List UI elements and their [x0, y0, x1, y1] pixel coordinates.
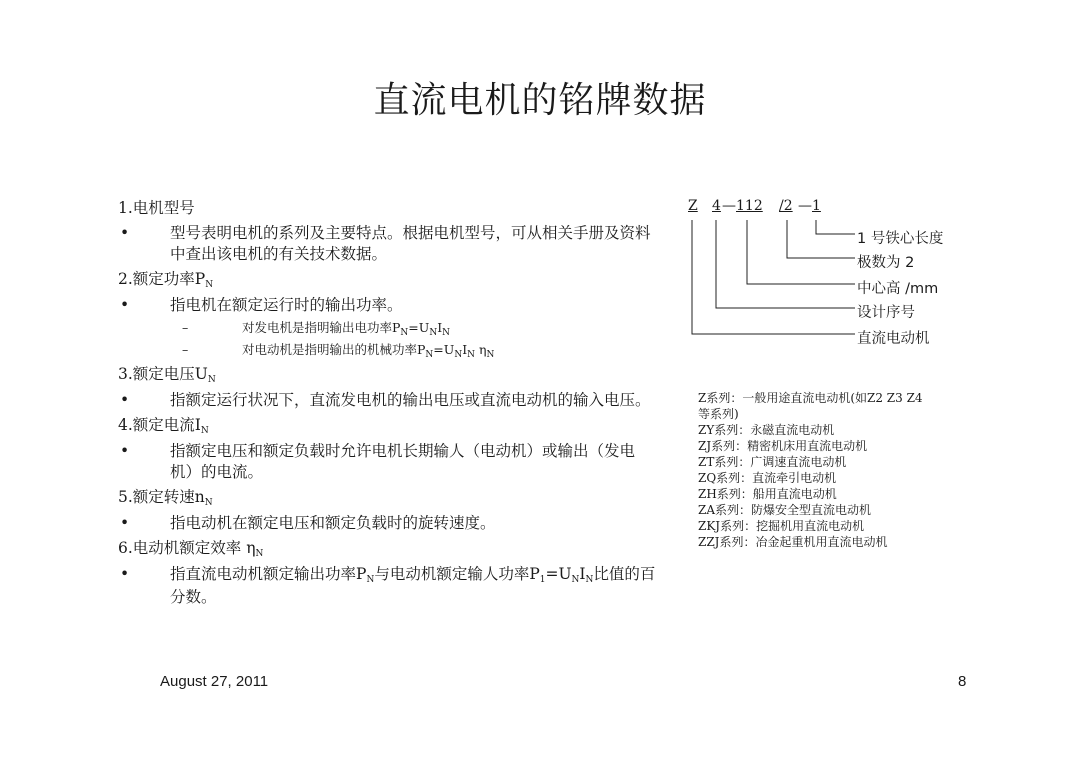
series-item: ZY系列：永磁直流电动机 — [698, 423, 835, 437]
section-heading-5: 5.额定转速$n_N$ — [118, 488, 213, 509]
section-bullet-3 — [118, 390, 658, 411]
leader-lines — [685, 198, 985, 358]
code-part-core: 1 — [812, 198, 821, 214]
label-poles: 极数为 2 — [857, 255, 915, 271]
section-heading-4: 4.额定电流$I_N$ — [118, 416, 209, 437]
section-bullet-1 — [118, 223, 658, 265]
code-part-series: Z — [688, 198, 698, 214]
series-list — [698, 390, 938, 550]
series-item: ZKJ系列：挖掘机用直流电动机 — [698, 519, 865, 533]
label-design-number: 设计序号 — [857, 305, 915, 321]
series-item: ZQ系列：直流牵引电动机 — [698, 471, 837, 485]
bullet-dot: • — [120, 223, 130, 242]
section-bullet-4 — [118, 441, 658, 483]
content-body — [118, 198, 658, 611]
section-heading-1: 1.电机型号 — [118, 199, 195, 217]
bullet-dot: • — [120, 442, 130, 461]
model-code-diagram — [685, 198, 985, 358]
bullet-text: 指电动机在额定电压和额定负载时的旋转速度。 — [170, 514, 496, 533]
bullet-text: 指额定运行状况下，直流发电机的输出电压或直流电动机的输入电压。 — [170, 391, 651, 410]
bullet-dot: • — [120, 514, 130, 533]
leader-line-design — [716, 220, 855, 308]
section-bullet-6: • 指直流电动机额定输出功率$P_N$与电动机额定输人功率$P_1=U_NI_N$比值的百分数。 — [120, 565, 656, 606]
series-item: ZT系列：广调速直流电动机 — [698, 455, 847, 469]
series-item: Z系列：一般用途直流电动机(如Z2 Z3 Z4 等系列) — [698, 391, 923, 421]
leader-line-height — [747, 220, 855, 284]
series-item: ZJ系列：精密机床用直流电动机 — [698, 439, 868, 453]
label-center-height: 中心高 /mm — [857, 281, 939, 297]
sub-bullet-generator: – 对发电机是指明输出电功率$P_N=U_NI_N$ — [182, 319, 451, 338]
footer-date: August 27, 2011 — [160, 673, 269, 690]
series-item: ZH系列：船用直流电动机 — [698, 487, 837, 501]
code-dash: — — [798, 198, 812, 214]
slide-title: 直流电机的铭牌数据 — [373, 80, 707, 121]
section-heading-2: 2.额定功率$P_N$ — [118, 269, 214, 290]
code-part-height: 112 — [736, 198, 763, 214]
code-part-design: 4 — [712, 198, 721, 214]
section-heading-3: 3.额定电压$U_N$ — [118, 365, 216, 386]
bullet-text: 指额定电压和额定负载时允许电机长期输人（电动机）或输出（发电机）的电流。 — [170, 442, 636, 482]
bullet-dot: • — [120, 565, 130, 584]
page-number: 8 — [958, 673, 967, 690]
bullet-dot: • — [120, 391, 130, 410]
section-bullet-5 — [118, 513, 658, 534]
code-part-poles: /2 — [779, 198, 793, 214]
section-bullet-2 — [118, 295, 658, 316]
series-item: ZZJ系列：冶金起重机用直流电动机 — [698, 535, 888, 549]
bullet-text: 指电机在额定运行时的输出功率。 — [170, 295, 403, 314]
label-dc-motor: 直流电动机 — [857, 331, 930, 347]
series-item: ZA系列：防爆安全型直流电动机 — [698, 503, 872, 517]
label-core-length: 1 号铁心长度 — [857, 231, 944, 247]
leader-line-core — [816, 220, 855, 234]
code-dash: — — [722, 198, 736, 214]
bullet-text: 型号表明电机的系列及主要特点。根据电机型号，可从相关手册及资料中查出该电机的有关技术数据。 — [170, 223, 651, 263]
bullet-dot: • — [120, 295, 130, 314]
sub-bullet-motor: – 对电动机是指明输出的机械功率$P_N=U_NI_N$ $\eta_N$ — [182, 341, 495, 360]
section-heading-6: 6.电动机额定效率 $\eta_N$ — [118, 539, 264, 560]
leader-line-poles — [787, 220, 855, 258]
